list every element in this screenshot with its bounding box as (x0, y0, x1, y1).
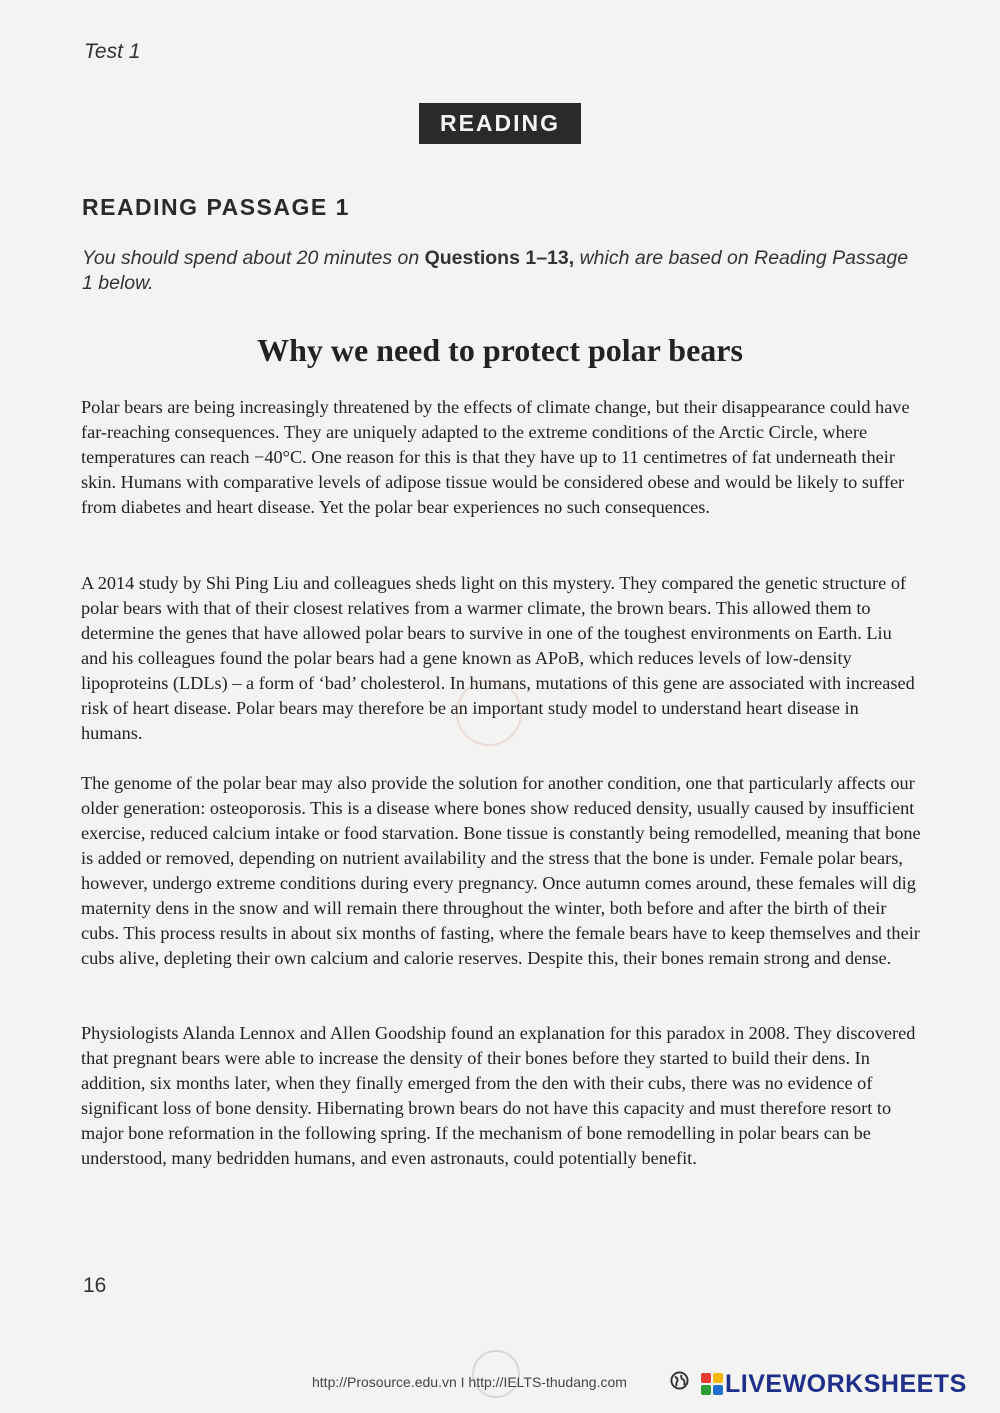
passage-heading: READING PASSAGE 1 (82, 194, 350, 220)
liveworksheets-brand[interactable]: LIVEWORKSHEETS (725, 1370, 967, 1398)
test-label: Test 1 (84, 40, 141, 63)
section-title-badge: READING (419, 103, 581, 144)
globe-icon (670, 1371, 689, 1390)
watermark-seal (456, 680, 522, 746)
instructions-questions: Questions 1–13, (424, 247, 575, 269)
instructions-text: You should spend about 20 minutes on (82, 247, 425, 269)
instructions (82, 246, 922, 296)
liveworksheets-logo-icon (700, 1372, 724, 1396)
article-paragraph: A 2014 study by Shi Ping Liu and colleagues sheds light on this mystery. They compared the genetic structure of polar bears with that of their closest relatives from a warmer climate, the brown bears. This allowed them to determine the genes that have allowed polar bears to survive in one of the toughest environments on Earth. Liu and his colleagues found the polar bears had a gene known as APoB, which reduces levels of low-density lipoproteins (LDLs) – a form of ‘bad’ cholesterol. In humans, mutations of this gene are associated with increased risk of heart disease. Polar bears may therefore be an important study model to understand heart disease in humans. (81, 573, 915, 743)
instructions-text-end: which are based on Reading Passage 1 below. (82, 247, 909, 294)
footer-links[interactable]: http://Prosource.edu.vn I http://IELTS-thudang.com (312, 1374, 627, 1390)
article-paragraph: Physiologists Alanda Lennox and Allen Goodship found an explanation for this paradox in 2008. They discovered that pregnant bears were able to increase the density of their bones before they started to build their dens. In addition, six months later, when they finally emerged from the den with their cubs, there was no evidence of significant loss of bone density. Hibernating brown bears do not have this capacity and must therefore resort to major bone reformation in the following spring. If the mechanism of bone remodelling in polar bears can be understood, many bedridden humans, and even astronauts, could potentially benefit. (81, 1023, 916, 1168)
article-paragraph: The genome of the polar bear may also provide the solution for another condition, one that particularly affects our older generation: osteoporosis. This is a disease where bones show reduced density, usually caused by insufficient exercise, reduced calcium intake or food starvation. Bone tissue is constantly being remodelled, meaning that bone is added or removed, depending on nutrient availability and the stress that the bone is under. Female polar bears, however, undergo extreme conditions during every pregnancy. Once autumn comes around, these females will dig maternity dens in the snow and will remain there throughout the winter, both before and after the birth of their cubs. This process results in about six months of fasting, where the female bears have to keep themselves and their cubs alive, depleting their own calcium and calorie reserves. Despite this, their bones remain strong and dense. (81, 773, 921, 968)
page-number: 16 (83, 1274, 107, 1297)
article-paragraph: Polar bears are being increasingly threatened by the effects of climate change, but their disappearance could have far-reaching consequences. They are uniquely adapted to the extreme conditions of the Arctic Circle, where temperatures can reach −40°C. One reason for this is that they have up to 11 centimetres of fat underneath their skin. Humans with comparative levels of adipose tissue would be considered obese and would be likely to suffer from diabetes and heart disease. Yet the polar bear experiences no such consequences. (81, 397, 910, 517)
article-title: Why we need to protect polar bears (257, 332, 743, 368)
